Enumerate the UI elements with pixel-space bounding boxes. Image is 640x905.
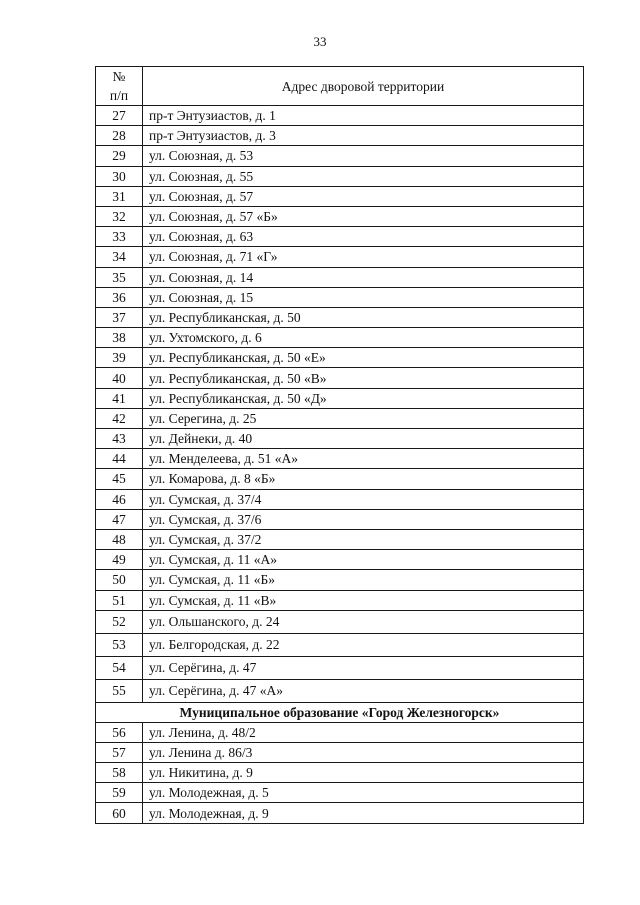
row-address: ул. Республиканская, д. 50 bbox=[143, 307, 584, 327]
table-row bbox=[96, 489, 584, 509]
row-address: ул. Сумская, д. 37/6 bbox=[143, 509, 584, 529]
row-number: 40 bbox=[96, 368, 143, 388]
table-row bbox=[96, 126, 584, 146]
row-address: ул. Союзная, д. 15 bbox=[143, 287, 584, 307]
row-number: 47 bbox=[96, 509, 143, 529]
row-number: 41 bbox=[96, 388, 143, 408]
table-row bbox=[96, 206, 584, 226]
table-row bbox=[96, 267, 584, 287]
table-row bbox=[96, 368, 584, 388]
row-address: ул. Республиканская, д. 50 «Д» bbox=[143, 388, 584, 408]
row-address: ул. Серёгина, д. 47 «А» bbox=[143, 679, 584, 702]
row-address: ул. Дейнеки, д. 40 bbox=[143, 429, 584, 449]
row-address: ул. Союзная, д. 63 bbox=[143, 227, 584, 247]
table-row bbox=[96, 166, 584, 186]
row-address: ул. Союзная, д. 57 «Б» bbox=[143, 206, 584, 226]
table-row bbox=[96, 328, 584, 348]
row-number: 42 bbox=[96, 408, 143, 428]
section-title: Муниципальное образование «Город Железногорск» bbox=[96, 702, 584, 722]
row-address: ул. Союзная, д. 71 «Г» bbox=[143, 247, 584, 267]
table-header-row bbox=[96, 67, 584, 106]
table-row bbox=[96, 763, 584, 783]
table-row bbox=[96, 227, 584, 247]
header-number-line1: № bbox=[112, 69, 126, 84]
row-number: 31 bbox=[96, 186, 143, 206]
row-number: 32 bbox=[96, 206, 143, 226]
table-body-secondary bbox=[96, 722, 584, 823]
table-row bbox=[96, 529, 584, 549]
row-address: ул. Сумская, д. 37/4 bbox=[143, 489, 584, 509]
row-number: 38 bbox=[96, 328, 143, 348]
row-number: 48 bbox=[96, 529, 143, 549]
row-address: ул. Союзная, д. 14 bbox=[143, 267, 584, 287]
row-number: 50 bbox=[96, 570, 143, 590]
row-number: 28 bbox=[96, 126, 143, 146]
section-block bbox=[96, 702, 584, 722]
row-address: пр-т Энтузиастов, д. 3 bbox=[143, 126, 584, 146]
row-number: 57 bbox=[96, 742, 143, 762]
row-address: ул. Менделеева, д. 51 «А» bbox=[143, 449, 584, 469]
row-address: ул. Сумская, д. 11 «А» bbox=[143, 550, 584, 570]
row-address: ул. Союзная, д. 55 bbox=[143, 166, 584, 186]
row-number: 33 bbox=[96, 227, 143, 247]
row-address: ул. Ухтомского, д. 6 bbox=[143, 328, 584, 348]
table-row bbox=[96, 469, 584, 489]
table-row bbox=[96, 307, 584, 327]
header-number-line2: п/п bbox=[109, 88, 129, 103]
table-row bbox=[96, 287, 584, 307]
row-address: ул. Молодежная, д. 5 bbox=[143, 783, 584, 803]
row-address: ул. Республиканская, д. 50 «Е» bbox=[143, 348, 584, 368]
row-address: пр-т Энтузиастов, д. 1 bbox=[143, 106, 584, 126]
row-address: ул. Сумская, д. 11 «В» bbox=[143, 590, 584, 610]
table-row bbox=[96, 388, 584, 408]
table-row bbox=[96, 570, 584, 590]
row-address: ул. Сумская, д. 37/2 bbox=[143, 529, 584, 549]
address-table bbox=[95, 66, 584, 824]
row-address: ул. Союзная, д. 57 bbox=[143, 186, 584, 206]
row-number: 34 bbox=[96, 247, 143, 267]
row-number: 59 bbox=[96, 783, 143, 803]
table-row bbox=[96, 610, 584, 633]
header-address: Адрес дворовой территории bbox=[143, 67, 584, 106]
table-row bbox=[96, 408, 584, 428]
row-number: 43 bbox=[96, 429, 143, 449]
row-number: 46 bbox=[96, 489, 143, 509]
table-row bbox=[96, 106, 584, 126]
row-number: 35 bbox=[96, 267, 143, 287]
section-row bbox=[96, 702, 584, 722]
row-number: 44 bbox=[96, 449, 143, 469]
table-row bbox=[96, 742, 584, 762]
row-number: 37 bbox=[96, 307, 143, 327]
table-row bbox=[96, 449, 584, 469]
row-address: ул. Ленина д. 86/3 bbox=[143, 742, 584, 762]
table-row bbox=[96, 429, 584, 449]
row-number: 53 bbox=[96, 633, 143, 656]
row-address: ул. Сумская, д. 11 «Б» bbox=[143, 570, 584, 590]
table-row bbox=[96, 783, 584, 803]
table-row bbox=[96, 146, 584, 166]
row-address: ул. Серёгина, д. 47 bbox=[143, 656, 584, 679]
table-row bbox=[96, 590, 584, 610]
table-row bbox=[96, 803, 584, 823]
row-address: ул. Ленина, д. 48/2 bbox=[143, 722, 584, 742]
row-number: 49 bbox=[96, 550, 143, 570]
header-number bbox=[96, 67, 143, 106]
table-row bbox=[96, 247, 584, 267]
row-number: 51 bbox=[96, 590, 143, 610]
table-row bbox=[96, 633, 584, 656]
row-address: ул. Республиканская, д. 50 «В» bbox=[143, 368, 584, 388]
row-number: 58 bbox=[96, 763, 143, 783]
table-body-primary bbox=[96, 106, 584, 703]
table-row bbox=[96, 722, 584, 742]
table-row bbox=[96, 656, 584, 679]
row-number: 56 bbox=[96, 722, 143, 742]
row-number: 30 bbox=[96, 166, 143, 186]
table-row bbox=[96, 348, 584, 368]
row-number: 55 bbox=[96, 679, 143, 702]
row-address: ул. Комарова, д. 8 «Б» bbox=[143, 469, 584, 489]
row-address: ул. Никитина, д. 9 bbox=[143, 763, 584, 783]
row-number: 54 bbox=[96, 656, 143, 679]
row-address: ул. Союзная, д. 53 bbox=[143, 146, 584, 166]
row-address: ул. Молодежная, д. 9 bbox=[143, 803, 584, 823]
table-row bbox=[96, 550, 584, 570]
table-row bbox=[96, 186, 584, 206]
table-row bbox=[96, 679, 584, 702]
row-address: ул. Ольшанского, д. 24 bbox=[143, 610, 584, 633]
page-number: 33 bbox=[313, 34, 327, 49]
row-number: 52 bbox=[96, 610, 143, 633]
row-number: 45 bbox=[96, 469, 143, 489]
row-number: 29 bbox=[96, 146, 143, 166]
row-number: 27 bbox=[96, 106, 143, 126]
row-number: 60 bbox=[96, 803, 143, 823]
row-address: ул. Белгородская, д. 22 bbox=[143, 633, 584, 656]
row-address: ул. Серегина, д. 25 bbox=[143, 408, 584, 428]
row-number: 39 bbox=[96, 348, 143, 368]
row-number: 36 bbox=[96, 287, 143, 307]
table-row bbox=[96, 509, 584, 529]
